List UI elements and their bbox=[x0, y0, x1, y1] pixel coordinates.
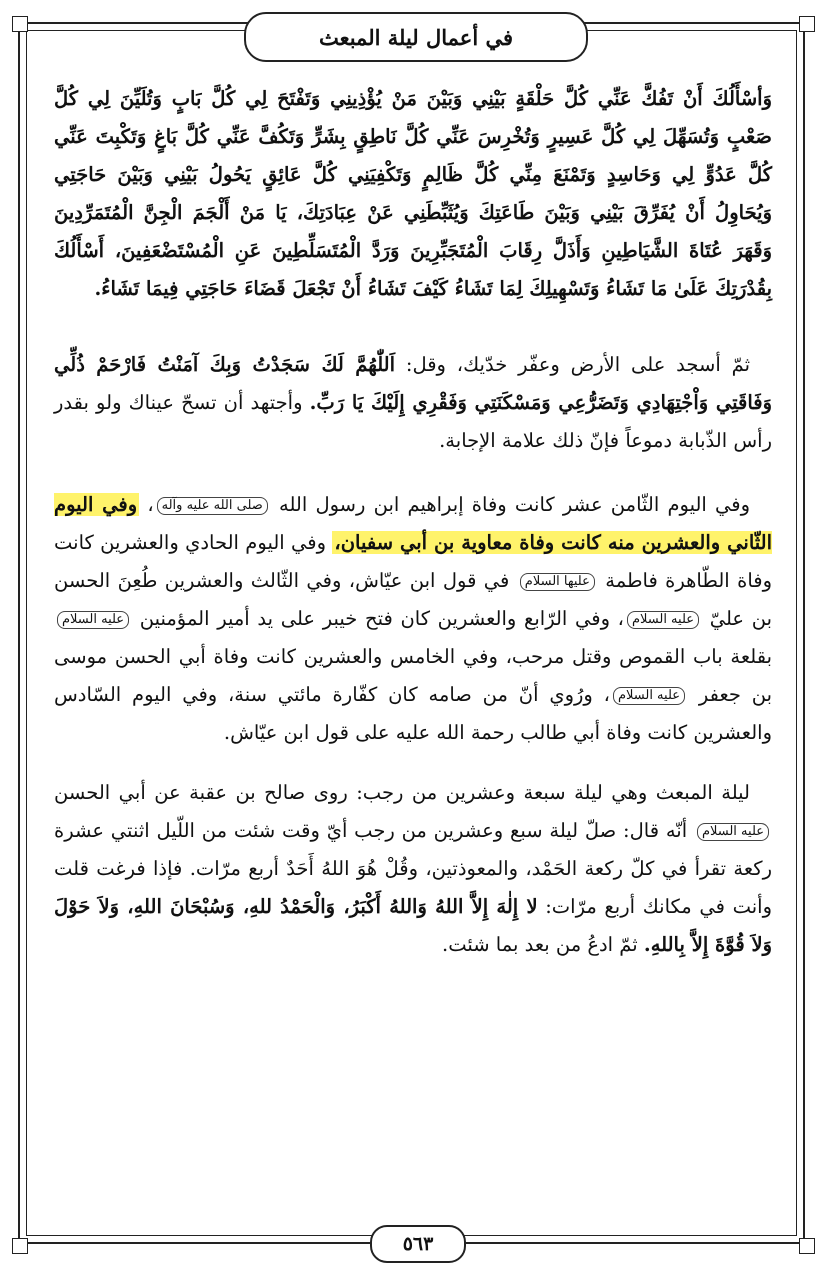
event-text: وفي اليوم الحادي والعشرين كانت وفاة الطّاهرة فاطمة bbox=[54, 531, 773, 592]
page-body bbox=[54, 80, 772, 1200]
honorific-pbuh-icon: صلى الله عليه وآله bbox=[157, 497, 268, 515]
event-text: ، وفي الرّابع والعشرين كان فتح خيبر على يد أمير المؤمنين bbox=[139, 607, 624, 630]
border-corner-ornament bbox=[12, 1238, 28, 1254]
honorific-as-icon: عليه السلام bbox=[613, 687, 685, 705]
event-text: بقلعة باب القموص وقتل مرحب، وفي الخامس والعشرين كانت وفاة أبي الحسن موسى بن جعفر bbox=[54, 645, 773, 706]
mabath-paragraph bbox=[54, 774, 772, 964]
border-corner-ornament bbox=[799, 1238, 815, 1254]
event-text: في قول ابن عيّاش، وفي الثّالث والعشرين طُعِنَ الحسن بن عليّ bbox=[54, 569, 772, 630]
prostration-dua: اَللّٰهُمَّ لَكَ سَجَدْتُ وَبِكَ آمَنْتُ فَارْحَمْ ذُلِّي وَفَاقَتِي وَاْجْتِهَادِي وَتَضَرُّعِي وَمَسْكَنَتِي وَفَقْرِي إِلَيْكَ يَا رَبِّ. bbox=[54, 353, 773, 414]
mabath-text: ليلة المبعث وهي ليلة سبعة وعشرين من رجب: روى صالح بن عقبة عن أبي الحسن bbox=[54, 781, 750, 804]
mabath-text: ثمّ ادعُ من بعد بما شئت. bbox=[442, 933, 638, 956]
dua-paragraph bbox=[54, 80, 772, 308]
events-paragraph: وفي اليوم الثّامن عشر كانت وفاة إبراهيم ابن رسول الله صلى الله عليه وآله، وفي اليوم الثّاني والعشرين منه كانت وفاة معاوية بن أبي سفيان، وفي اليوم الحادي والعشرين كانت وفاة الطّاهرة فاطمة عليها السلام في قول ابن عيّاش، وفي الثّالث والعشرين طُعِنَ الحسن بن عليّ عليه السلام، وفي الرّابع والعشرين كان فتح خيبر على يد أمير المؤمنين عليه السلام بقلعة باب القموص وقتل مرحب، وفي الخامس والعشرين كانت وفاة أبي الحسن موسى بن جعفر عليه السلام، ورُوي أنّ من صامه كان كفّارة مائتي سنة، وفي اليوم السّادس والعشرين كانت وفاة أبي طالب رحمة الله عليه على قول ابن عيّاش. bbox=[54, 493, 773, 744]
dua-text: وَأسْأَلُكَ أَنْ تَفُكَّ عَنِّي كُلَّ حَلْقَةٍ بَيْنِي وَبَيْنَ مَنْ يُؤْذِينِي وَتَفْتَحَ لِي كُلَّ بَابٍ وَتُلَيِّنَ لِي كُلَّ صَعْبٍ وَتُسَهِّلَ لِي كُلَّ عَسِيرٍ وَتُخْرِسَ عَنِّي كُلَّ نَاطِقٍ بِشَرٍّ وَتَكُفَّ عَنِّي كُلَّ بَاغٍ وَتَكْبِتَ عَنِّي كُلَّ عَدُوٍّ لِي وَحَاسِدٍ وَتَمْنَعَ مِنِّي كُلَّ ظَالِمٍ وَتَكْفِيَنِي كُلَّ عَائِقٍ يَحُولُ بَيْنِي وَبَيْنَ حَاجَتِي وَيُحَاوِلُ أَنْ يُفَرِّقَ بَيْنِي وَبَيْنَ طَاعَتِكَ وَيُثَبِّطَنِي عَنْ عِبَادَتِكَ، يَا مَنْ أَلْجَمَ الْجِنَّ الْمُتَمَرِّدِينَ وَقَهَرَ عُتَاةَ الشَّيَاطِينِ وَأَذَلَّ رِقَابَ الْمُتَجَبِّرِينَ وَرَدَّ الْمُتَسَلِّطِينَ عَنِ الْمُسْتَضْعَفِينَ، أَسْأَلُكَ بِقُدْرَتِكَ عَلَىٰ مَا تَشَاءُ وَتَسْهِيلِكَ لِمَا تَشَاءُ كَيْفَ تَشَاءُ أَنْ تَجْعَلَ قَضَاءَ حَاجَتِي فِيمَا تَشَاءُ. bbox=[54, 87, 773, 300]
event-text: ، ورُوي أنّ من صامه كان كفّارة مائتي سنة، وفي اليوم السّادس والعشرين كانت وفاة أبي طالب رحمة الله عليه على قول ابن عيّاش. bbox=[54, 683, 772, 744]
border-corner-ornament bbox=[799, 16, 815, 32]
event-text: وفي اليوم الثّامن عشر كانت وفاة إبراهيم ابن رسول الله bbox=[279, 493, 750, 516]
honorific-as-icon: عليه السلام bbox=[57, 611, 129, 629]
instruction-text: وأجتهد أن تسحّ عيناك ولو بقدر رأس الذّبابة دموعاً فإنّ ذلك علامة الإجابة. bbox=[54, 391, 772, 452]
page-header-title: في أعمال ليلة المبعث bbox=[318, 24, 514, 50]
prostration-paragraph bbox=[54, 346, 772, 460]
tasbih-dua: لا إِلٰهَ إِلاَّ اللهُ وَاللهُ أَكْبَرُ، وَالْحَمْدُ للهِ، وَسُبْحَانَ اللهِ، وَلاَ حَوْلَ وَلاَ قُوَّةَ إِلاَّ بِاللهِ. bbox=[54, 895, 772, 956]
mabath-text: أنّه قال: صلّ ليلة سبع وعشرين من رجب أيّ وقت شئت من اللّيل اثنتي عشرة ركعة تقرأ في كلّ ركعة الحَمْد، والمعوذتين، وقُلْ هُوَ اللهُ أَحَدٌ أربع مرّات. فإذا فرغت قلت وأنت في مكانك أربع مرّات: bbox=[54, 819, 773, 918]
border-corner-ornament bbox=[12, 16, 28, 32]
running-header bbox=[244, 12, 588, 62]
instruction-text: ثمّ أسجد على الأرض وعفّر خدّيك، وقل: bbox=[405, 353, 751, 376]
page-number-box bbox=[370, 1225, 466, 1263]
honorific-as-icon: عليه السلام bbox=[627, 611, 699, 629]
highlighted-text: وفي اليوم الثّاني والعشرين منه كانت وفاة معاوية بن أبي سفيان، bbox=[54, 493, 773, 554]
honorific-as-icon: عليه السلام bbox=[697, 823, 769, 841]
honorific-as-icon: عليها السلام bbox=[520, 573, 595, 591]
page-number: ٥٦٣ bbox=[402, 1233, 434, 1255]
